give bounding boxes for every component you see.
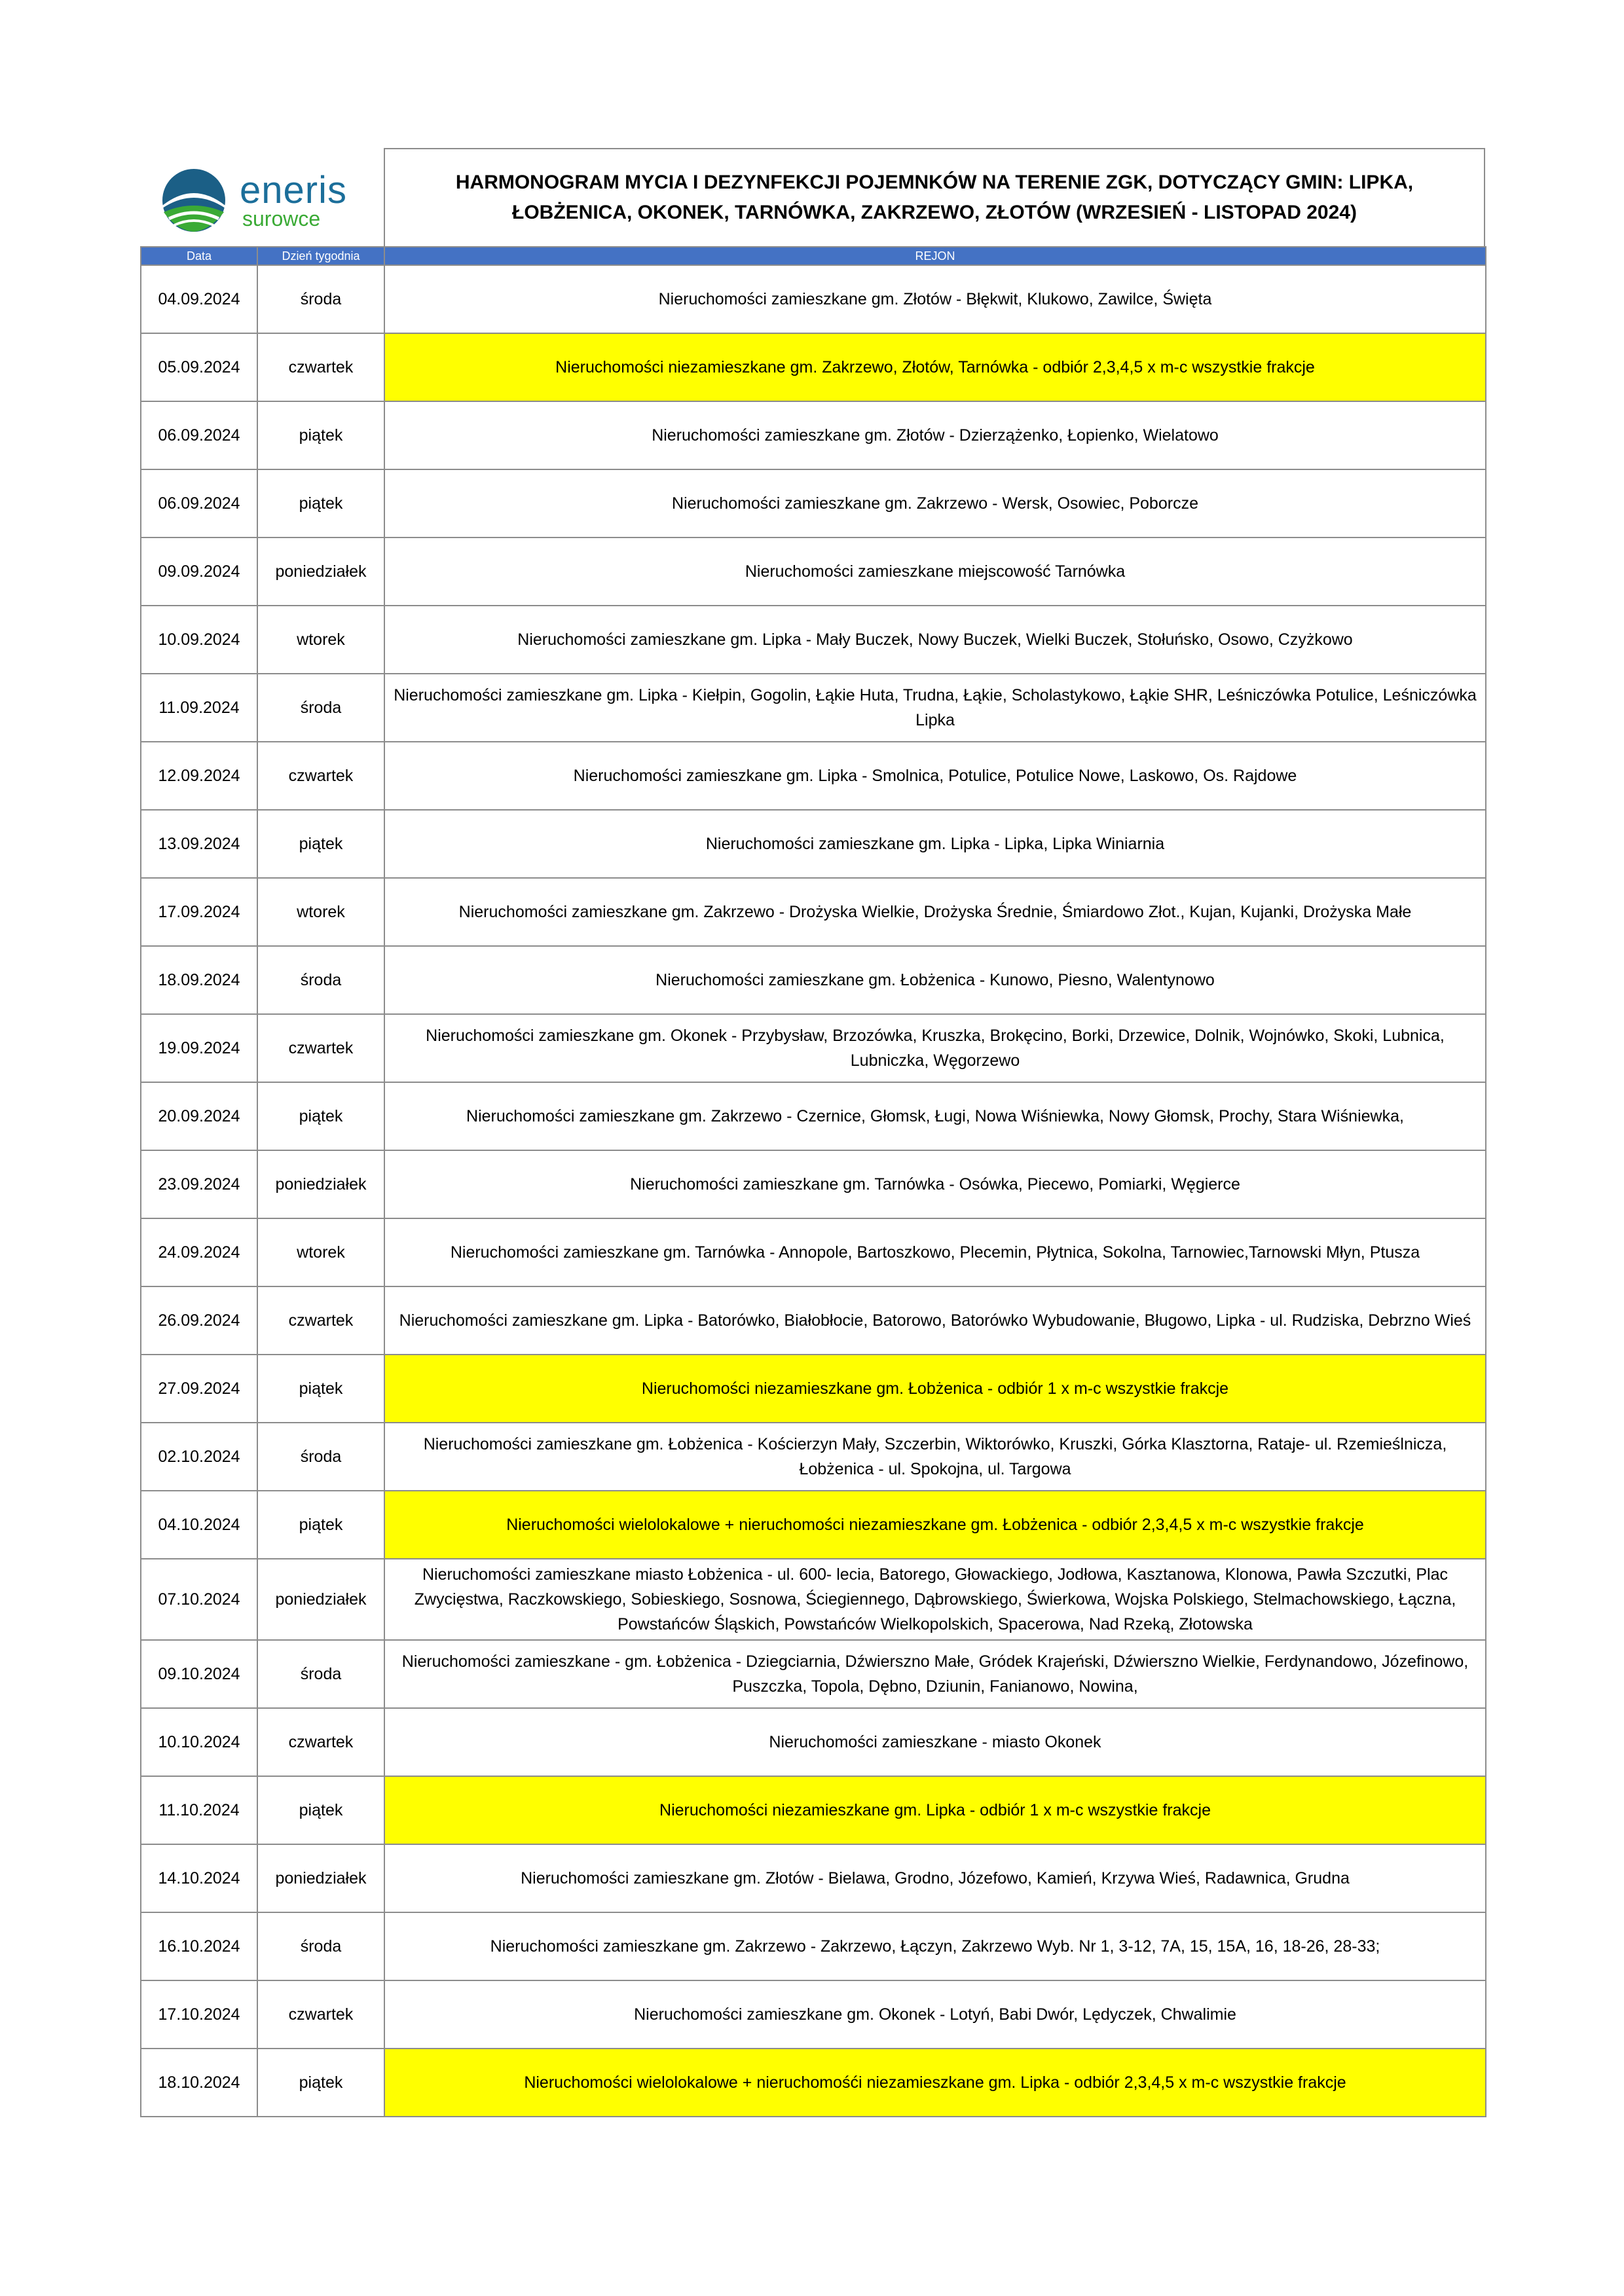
table-row — [141, 2049, 1486, 2117]
region-cell: Nieruchomości zamieszkane gm. Lipka - Kiełpin, Gogolin, Łąkie Huta, Trudna, Łąkie, Scholastykowo, Łąkie SHR, Leśniczówka Potulice, Leśniczówka Lipka — [384, 674, 1486, 742]
date-cell: 07.10.2024 — [141, 1559, 257, 1640]
date-cell: 04.10.2024 — [141, 1491, 257, 1559]
date-cell: 09.10.2024 — [141, 1640, 257, 1708]
table-row — [141, 1286, 1486, 1355]
region-cell: Nieruchomości zamieszkane gm. Okonek - Lotyń, Babi Dwór, Lędyczek, Chwalimie — [384, 1980, 1486, 2049]
table-body — [141, 265, 1486, 2117]
region-cell: Nieruchomości wielolokalowe + nieruchomośći niezamieszkane gm. Lipka - odbiór 2,3,4,5 x m-c wszystkie frakcje — [384, 2049, 1486, 2117]
table-row — [141, 1014, 1486, 1082]
day-cell: czwartek — [257, 1980, 384, 2049]
date-cell: 02.10.2024 — [141, 1423, 257, 1491]
logo-mark-icon — [157, 168, 231, 233]
day-cell: wtorek — [257, 1218, 384, 1286]
day-cell: czwartek — [257, 742, 384, 810]
day-cell: piątek — [257, 1491, 384, 1559]
day-cell: piątek — [257, 2049, 384, 2117]
schedule-sheet — [140, 148, 1485, 2117]
table-row — [141, 538, 1486, 606]
day-cell: piątek — [257, 810, 384, 878]
region-cell: Nieruchomości zamieszkane gm. Lipka - Smolnica, Potulice, Potulice Nowe, Laskowo, Os. Rajdowe — [384, 742, 1486, 810]
header-date: Data — [141, 247, 257, 265]
date-cell: 18.09.2024 — [141, 946, 257, 1014]
region-cell: Nieruchomości zamieszkane - miasto Okonek — [384, 1708, 1486, 1776]
table-row — [141, 469, 1486, 538]
region-cell: Nieruchomości zamieszkane gm. Zakrzewo - Wersk, Osowiec, Poborcze — [384, 469, 1486, 538]
table-row — [141, 1082, 1486, 1150]
region-cell: Nieruchomości zamieszkane gm. Zakrzewo - Czernice, Głomsk, Ługi, Nowa Wiśniewka, Nowy Głomsk, Prochy, Stara Wiśniewka, — [384, 1082, 1486, 1150]
day-cell: poniedziałek — [257, 1844, 384, 1912]
table-row — [141, 401, 1486, 469]
region-cell: Nieruchomości zamieszkane gm. Złotów - Dzierzążenko, Łopienko, Wielatowo — [384, 401, 1486, 469]
day-cell: poniedziałek — [257, 1150, 384, 1218]
date-cell: 12.09.2024 — [141, 742, 257, 810]
date-cell: 10.10.2024 — [141, 1708, 257, 1776]
table-row — [141, 1912, 1486, 1980]
day-cell: środa — [257, 1423, 384, 1491]
date-cell: 27.09.2024 — [141, 1355, 257, 1423]
region-cell: Nieruchomości niezamieszkane gm. Łobżenica - odbiór 1 x m-c wszystkie frakcje — [384, 1355, 1486, 1423]
day-cell: wtorek — [257, 606, 384, 674]
date-cell: 17.10.2024 — [141, 1980, 257, 2049]
day-cell: czwartek — [257, 333, 384, 401]
region-cell: Nieruchomości zamieszkane gm. Lipka - Batorówko, Białobłocie, Batorowo, Batorówko Wybudowanie, Bługowo, Lipka - ul. Rudziska, Debrzno Wieś — [384, 1286, 1486, 1355]
region-cell: Nieruchomości zamieszkane gm. Zakrzewo - Drożyska Wielkie, Drożyska Średnie, Śmiardowo Złot., Kujan, Kujanki, Drożyska Małe — [384, 878, 1486, 946]
date-cell: 04.09.2024 — [141, 265, 257, 333]
date-cell: 11.10.2024 — [141, 1776, 257, 1844]
logo-cell — [140, 148, 384, 246]
table-row — [141, 1708, 1486, 1776]
table-row — [141, 1150, 1486, 1218]
title-cell — [384, 148, 1485, 246]
date-cell: 17.09.2024 — [141, 878, 257, 946]
table-row — [141, 1640, 1486, 1708]
date-cell: 13.09.2024 — [141, 810, 257, 878]
day-cell: środa — [257, 946, 384, 1014]
date-cell: 10.09.2024 — [141, 606, 257, 674]
date-cell: 19.09.2024 — [141, 1014, 257, 1082]
company-logo — [157, 168, 347, 233]
region-cell: Nieruchomości zamieszkane gm. Złotów - Bielawa, Grodno, Józefowo, Kamień, Krzywa Wieś, Radawnica, Grudna — [384, 1844, 1486, 1912]
table-row — [141, 1559, 1486, 1640]
title-line-2: ŁOBŻENICA, OKONEK, TARNÓWKA, ZAKRZEWO, ZŁOTÓW (WRZESIEŃ - LISTOPAD 2024) — [512, 202, 1357, 223]
table-row — [141, 674, 1486, 742]
day-cell: środa — [257, 265, 384, 333]
date-cell: 11.09.2024 — [141, 674, 257, 742]
table-row — [141, 810, 1486, 878]
table-header-row — [141, 247, 1486, 265]
date-cell: 05.09.2024 — [141, 333, 257, 401]
table-row — [141, 1776, 1486, 1844]
date-cell: 14.10.2024 — [141, 1844, 257, 1912]
day-cell: środa — [257, 1912, 384, 1980]
region-cell: Nieruchomości zamieszkane miasto Łobżenica - ul. 600- lecia, Batorego, Głowackiego, Jodłowa, Kasztanowa, Klonowa, Pawła Szczutki, Plac Zwycięstwa, Raczkowskiego, Sobieskiego, Sosnowa, Ściegiennego, Dąbrowskiego, Świerkowa, Wojska Polskiego, Stelmachowskiego, Łączna, Powstańców Śląskich, Powstańców Wielkopolskich, Spacerowa, Nad Rzeką, Złotowska — [384, 1559, 1486, 1640]
date-cell: 16.10.2024 — [141, 1912, 257, 1980]
region-cell: Nieruchomości zamieszkane gm. Tarnówka - Osówka, Piecewo, Pomiarki, Węgierce — [384, 1150, 1486, 1218]
day-cell: piątek — [257, 401, 384, 469]
region-cell: Nieruchomości zamieszkane gm. Złotów - Błękwit, Klukowo, Zawilce, Święta — [384, 265, 1486, 333]
logo-name: eneris — [240, 169, 347, 211]
day-cell: piątek — [257, 469, 384, 538]
header-day: Dzień tygodnia — [257, 247, 384, 265]
table-row — [141, 1844, 1486, 1912]
table-row — [141, 606, 1486, 674]
region-cell: Nieruchomości zamieszkane gm. Tarnówka - Annopole, Bartoszkowo, Plecemin, Płytnica, Sokolna, Tarnowiec,Tarnowski Młyn, Ptusza — [384, 1218, 1486, 1286]
region-cell: Nieruchomości zamieszkane gm. Łobżenica - Kunowo, Piesno, Walentynowo — [384, 946, 1486, 1014]
region-cell: Nieruchomości zamieszkane miejscowość Tarnówka — [384, 538, 1486, 606]
title-line-1: HARMONOGRAM MYCIA I DEZYNFEKCJI POJEMNKÓW NA TERENIE ZGK, DOTYCZĄCY GMIN: LIPKA, — [455, 172, 1414, 193]
schedule-table — [140, 246, 1486, 2117]
logo-subtitle: surowce — [242, 207, 321, 230]
day-cell: poniedziałek — [257, 1559, 384, 1640]
region-cell: Nieruchomości zamieszkane - gm. Łobżenica - Dziegciarnia, Dźwierszno Małe, Gródek Krajeński, Dźwierszno Wielkie, Ferdynandowo, Józefinowo, Puszczka, Topola, Dębno, Dziunin, Fanianowo, Nowina, — [384, 1640, 1486, 1708]
region-cell: Nieruchomości wielolokalowe + nieruchomości niezamieszkane gm. Łobżenica - odbiór 2,3,4,5 x m-c wszystkie frakcje — [384, 1491, 1486, 1559]
day-cell: środa — [257, 674, 384, 742]
date-cell: 20.09.2024 — [141, 1082, 257, 1150]
header-region: REJON — [384, 247, 1486, 265]
table-row — [141, 1980, 1486, 2049]
day-cell: czwartek — [257, 1014, 384, 1082]
sheet-header — [140, 148, 1485, 246]
day-cell: piątek — [257, 1776, 384, 1844]
day-cell: wtorek — [257, 878, 384, 946]
date-cell: 23.09.2024 — [141, 1150, 257, 1218]
table-row — [141, 1355, 1486, 1423]
region-cell: Nieruchomości zamieszkane gm. Łobżenica - Kościerzyn Mały, Szczerbin, Wiktorówko, Kruszki, Górka Klasztorna, Rataje- ul. Rzemieślnicza, Łobżenica - ul. Spokojna, ul. Targowa — [384, 1423, 1486, 1491]
region-cell: Nieruchomości zamieszkane gm. Lipka - Lipka, Lipka Winiarnia — [384, 810, 1486, 878]
day-cell: poniedziałek — [257, 538, 384, 606]
region-cell: Nieruchomości niezamieszkane gm. Lipka - odbiór 1 x m-c wszystkie frakcje — [384, 1776, 1486, 1844]
region-cell: Nieruchomości zamieszkane gm. Okonek - Przybysław, Brzozówka, Kruszka, Brokęcino, Borki, Drzewice, Dolnik, Wojnówko, Skoki, Lubnica, Lubniczka, Węgorzewo — [384, 1014, 1486, 1082]
table-row — [141, 1423, 1486, 1491]
table-row — [141, 1491, 1486, 1559]
day-cell: piątek — [257, 1082, 384, 1150]
day-cell: piątek — [257, 1355, 384, 1423]
date-cell: 06.09.2024 — [141, 469, 257, 538]
date-cell: 06.09.2024 — [141, 401, 257, 469]
table-row — [141, 878, 1486, 946]
date-cell: 09.09.2024 — [141, 538, 257, 606]
region-cell: Nieruchomości zamieszkane gm. Lipka - Mały Buczek, Nowy Buczek, Wielki Buczek, Stołuńsko, Osowo, Czyżkowo — [384, 606, 1486, 674]
table-row — [141, 946, 1486, 1014]
table-row — [141, 1218, 1486, 1286]
table-row — [141, 333, 1486, 401]
date-cell: 18.10.2024 — [141, 2049, 257, 2117]
day-cell: czwartek — [257, 1708, 384, 1776]
table-row — [141, 742, 1486, 810]
day-cell: czwartek — [257, 1286, 384, 1355]
table-row — [141, 265, 1486, 333]
day-cell: środa — [257, 1640, 384, 1708]
region-cell: Nieruchomości zamieszkane gm. Zakrzewo - Zakrzewo, Łączyn, Zakrzewo Wyb. Nr 1, 3-12, 7A, 15, 15A, 16, 18-26, 28-33; — [384, 1912, 1486, 1980]
region-cell: Nieruchomości niezamieszkane gm. Zakrzewo, Złotów, Tarnówka - odbiór 2,3,4,5 x m-c wszystkie frakcje — [384, 333, 1486, 401]
date-cell: 24.09.2024 — [141, 1218, 257, 1286]
date-cell: 26.09.2024 — [141, 1286, 257, 1355]
